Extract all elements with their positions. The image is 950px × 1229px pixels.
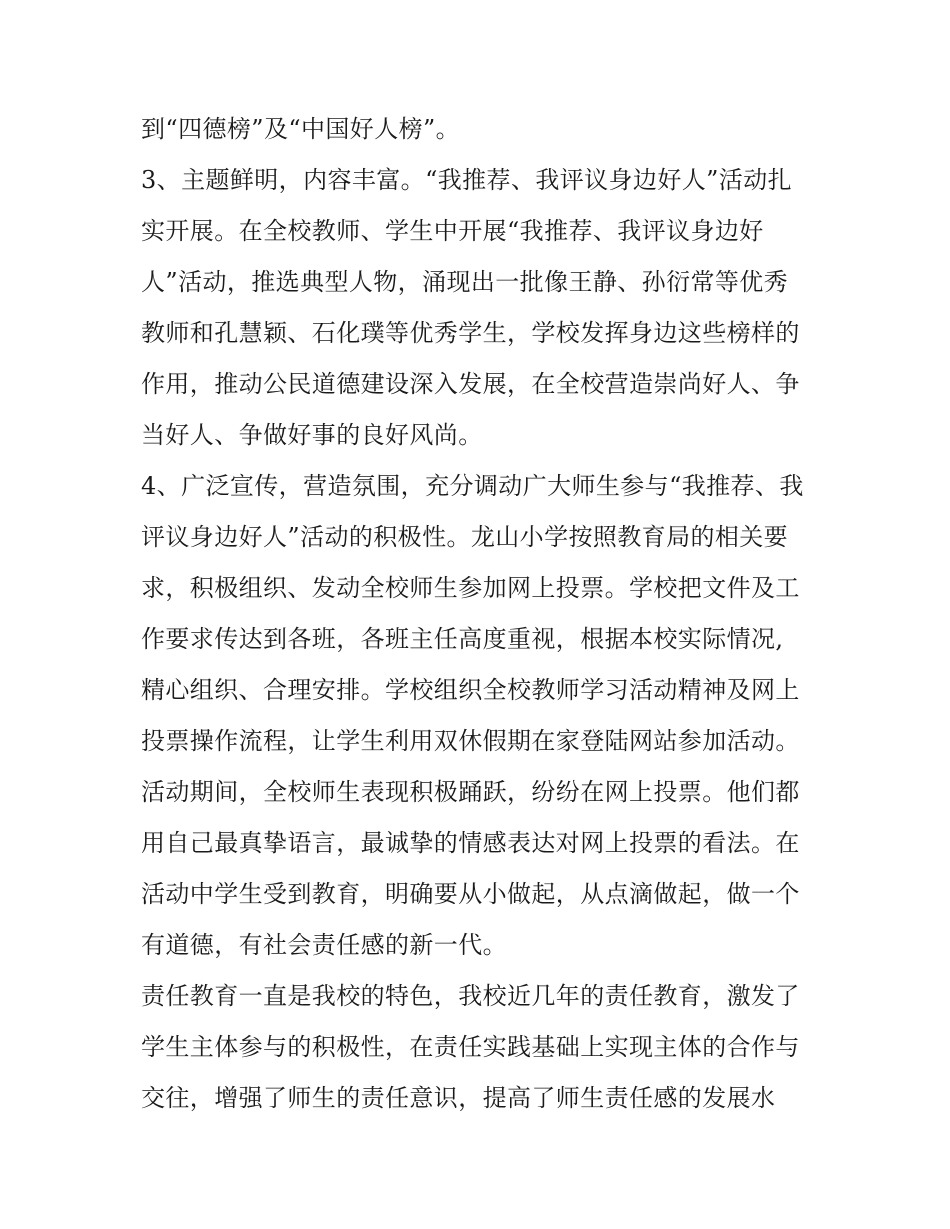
text-line: 4、广泛宣传，营造氛围，充分调动广大师生参与“我推荐、我 — [141, 472, 804, 500]
text-line: 活动中学生受到教育，明确要从小做起，从点滴做起，做一个 — [141, 880, 800, 908]
text-line: 投票操作流程，让学生利用双休假期在家登陆网站参加活动。 — [141, 727, 800, 755]
text-line: 到“四德榜”及“中国好人榜”。 — [141, 115, 461, 143]
text-line: 交往，增强了师生的责任意识，提高了师生责任感的发展水 — [141, 1084, 776, 1112]
text-line: 作用，推动公民道德建设深入发展，在全校营造崇尚好人、争 — [141, 370, 800, 398]
text-line: 用自己最真挚语言，最诚挚的情感表达对网上投票的看法。在 — [141, 829, 800, 857]
text-line: 评议身边好人”活动的积极性。龙山小学按照教育局的相关要 — [141, 523, 789, 551]
text-line: 人”活动，推选典型人物，涌现出一批像王静、孙衍常等优秀 — [141, 268, 789, 296]
text-line: 学生主体参与的积极性，在责任实践基础上实现主体的合作与 — [141, 1033, 800, 1061]
text-line: 当好人、争做好事的良好风尚。 — [141, 421, 483, 449]
text-line: 精心组织、合理安排。学校组织全校教师学习活动精神及网上 — [141, 676, 800, 704]
text-line: 实开展。在全校教师、学生中开展“我推荐、我评议身边好 — [141, 217, 764, 245]
text-line: 3、主题鲜明，内容丰富。“我推荐、我评议身边好人”活动扎 — [141, 166, 793, 194]
body-text — [141, 104, 821, 1124]
text-line: 求，积极组织、发动全校师生参加网上投票。学校把文件及工 — [141, 574, 800, 602]
text-line: 活动期间，全校师生表现积极踊跃，纷纷在网上投票。他们都 — [141, 778, 800, 806]
text-line: 作要求传达到各班，各班主任高度重视，根据本校实际情况, — [141, 625, 784, 653]
text-line: 有道德，有社会责任感的新一代。 — [141, 931, 507, 959]
text-line: 教师和孔慧颖、石化璞等优秀学生，学校发挥身边这些榜样的 — [141, 319, 800, 347]
text-line: 责任教育一直是我校的特色，我校近几年的责任教育，激发了 — [141, 982, 800, 1010]
